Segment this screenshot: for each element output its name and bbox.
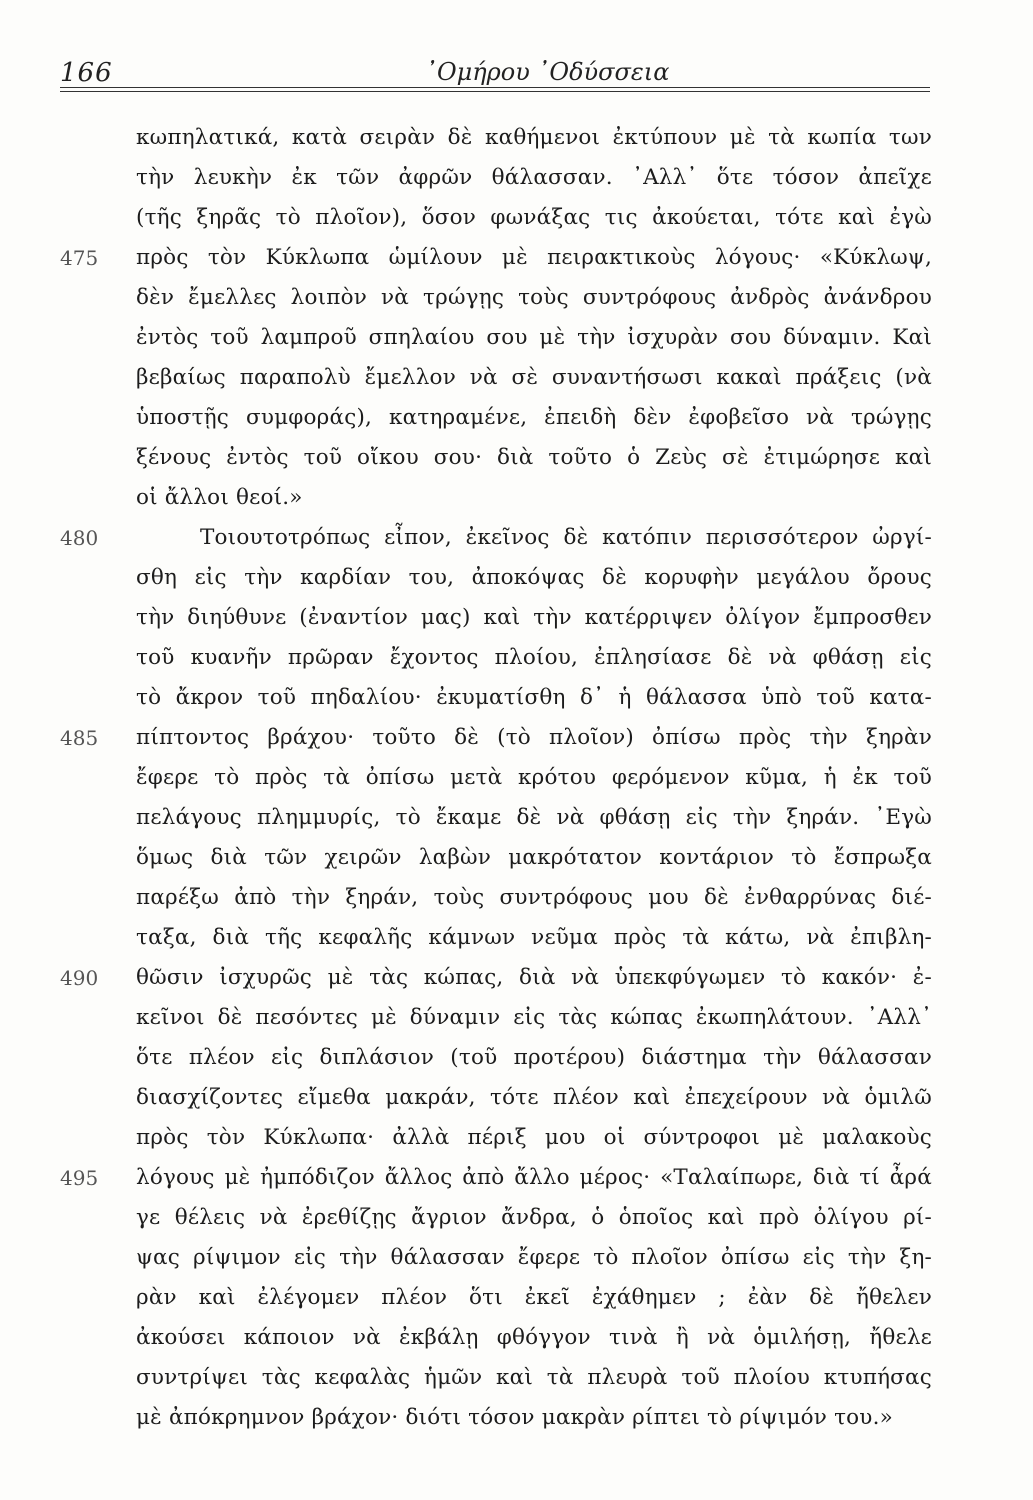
page-number: 166 [60, 58, 113, 88]
text-line: διασχίζοντες εἴμεθα μακράν, τότε πλέον καὶ ἐπεχείρουν νὰ ὁμιλῶ [136, 1085, 932, 1110]
text-line: βεβαίως παραπολὺ ἔμελλον νὰ σὲ συναντήσωσι κακαὶ πράξεις (νὰ [136, 365, 932, 390]
text-line: ἐντὸς τοῦ λαμπροῦ σπηλαίου σου μὲ τὴν ἰσχυρὰν σου δύναμιν. Καὶ [136, 325, 932, 350]
text-line: τοῦ κυανῆν πρῶραν ἔχοντος πλοίου, ἐπλησίασε δὲ νὰ φθάσῃ εἰς [136, 645, 932, 670]
line-number: 480 [60, 526, 99, 550]
text-line: ὅμως διὰ τῶν χειρῶν λαβὼν μακρότατον κοντάριον τὸ ἔσπρωξα [136, 845, 932, 870]
text-line: ρὰν καὶ ἐλέγομεν πλέον ὅτι ἐκεῖ ἐχάθημεν ; ἐὰν δὲ ἤθελεν [136, 1285, 932, 1310]
text-line: θῶσιν ἰσχυρῶς μὲ τὰς κώπας, διὰ νὰ ὑπεκφύγωμεν τὸ κακόν· ἐ- [136, 965, 932, 990]
text-line: ταξα, διὰ τῆς κεφαλῆς κάμνων νεῦμα πρὸς τὰ κάτω, νὰ ἐπιβλη- [136, 925, 932, 950]
line-number: 475 [60, 246, 99, 270]
line-number: 485 [60, 726, 99, 750]
text-line: ὑποστῇς συμφοράς), κατηραμένε, ἐπειδὴ δὲν ἐφοβεῖσο νὰ τρώγῃς [136, 405, 932, 430]
text-line: τὴν διηύθυνε (ἐναντίον μας) καὶ τὴν κατέρριψεν ὀλίγον ἔμπροσθεν [136, 605, 932, 630]
text-line: ἔφερε τὸ πρὸς τὰ ὀπίσω μετὰ κρότου φερόμενον κῦμα, ἡ ἐκ τοῦ [136, 765, 932, 790]
text-line: παρέξω ἀπὸ τὴν ξηράν, τοὺς συντρόφους μου δὲ ἐνθαρρύνας διέ- [136, 885, 932, 910]
text-line: συντρίψει τὰς κεφαλὰς ἡμῶν καὶ τὰ πλευρὰ τοῦ πλοίου κτυπήσας [136, 1365, 932, 1390]
header-rule-thin [60, 91, 930, 92]
text-line: πελάγους πλημμυρίς, τὸ ἔκαμε δὲ νὰ φθάσῃ εἰς τὴν ξηράν. ᾽Εγὼ [136, 805, 932, 830]
text-line: ἀκούσει κάποιον νὰ ἐκβάλῃ φθόγγον τινὰ ἢ νὰ ὁμιλήσῃ, ἤθελε [136, 1325, 932, 1350]
text-line: ξένους ἐντὸς τοῦ οἴκου σου· διὰ τοῦτο ὁ Ζεὺς σὲ ἐτιμώρησε καὶ [136, 445, 932, 470]
text-line: σθη εἰς τὴν καρδίαν του, ἀποκόψας δὲ κορυφὴν μεγάλου ὄρους [136, 565, 932, 590]
text-line: ψας ρίψιμον εἰς τὴν θάλασσαν ἔφερε τὸ πλοῖον ὀπίσω εἰς τὴν ξη- [136, 1245, 932, 1270]
header-rule-thick [60, 87, 930, 88]
text-line: (τῆς ξηρᾶς τὸ πλοῖον), ὅσον φωνάξας τις ἀκούεται, τότε καὶ ἐγὼ [136, 205, 932, 230]
line-number: 490 [60, 966, 99, 990]
text-line: τὴν λευκὴν ἐκ τῶν ἀφρῶν θάλασσαν. ᾽Αλλ᾽ ὅτε τόσον ἀπεῖχε [136, 165, 932, 190]
text-line: οἱ ἄλλοι θεοί.» [136, 485, 303, 510]
text-line: πρὸς τὸν Κύκλωπα· ἀλλὰ πέριξ μου οἱ σύντροφοι μὲ μαλακοὺς [136, 1125, 932, 1150]
text-line: μὲ ἀπόκρημνον βράχον· διότι τόσον μακρὰν ρίπτει τὸ ρίψιμόν του.» [136, 1405, 893, 1430]
page-header [60, 52, 930, 96]
text-line: κωπηλατικά, κατὰ σειρὰν δὲ καθήμενοι ἐκτύπουν μὲ τὰ κωπία των [136, 125, 932, 150]
text-line: πρὸς τὸν Κύκλωπα ὡμίλουν μὲ πειρακτικοὺς λόγους· «Κύκλωψ, [136, 245, 932, 270]
text-line: δὲν ἔμελλες λοιπὸν νὰ τρώγῃς τοὺς συντρόφους ἀνδρὸς ἀνάνδρου [136, 285, 932, 310]
text-line: πίπτοντος βράχου· τοῦτο δὲ (τὸ πλοῖον) ὀπίσω πρὸς τὴν ξηρὰν [136, 725, 932, 750]
text-line: λόγους μὲ ἠμπόδιζον ἄλλος ἀπὸ ἄλλο μέρος· «Ταλαίπωρε, διὰ τί ἆρά [136, 1165, 932, 1190]
running-title: ᾽Ομήρου ᾽Οδύσσεια [425, 58, 670, 86]
text-line: τὸ ἄκρον τοῦ πηδαλίου· ἐκυματίσθη δ᾽ ἡ θάλασσα ὑπὸ τοῦ κατα- [136, 685, 932, 710]
line-number: 495 [60, 1166, 99, 1190]
text-line: γε θέλεις νὰ ἐρεθίζῃς ἄγριον ἄνδρα, ὁ ὁποῖος καὶ πρὸ ὀλίγου ρί- [136, 1205, 932, 1230]
text-line: κεῖνοι δὲ πεσόντες μὲ δύναμιν εἰς τὰς κώπας ἐκωπηλάτουν. ᾽Αλλ᾽ [136, 1005, 932, 1030]
text-line: Τοιουτοτρόπως εἶπον, ἐκεῖνος δὲ κατόπιν περισσότερον ὠργί- [200, 525, 932, 550]
text-line: ὅτε πλέον εἰς διπλάσιον (τοῦ προτέρου) διάστημα τὴν θάλασσαν [136, 1045, 932, 1070]
